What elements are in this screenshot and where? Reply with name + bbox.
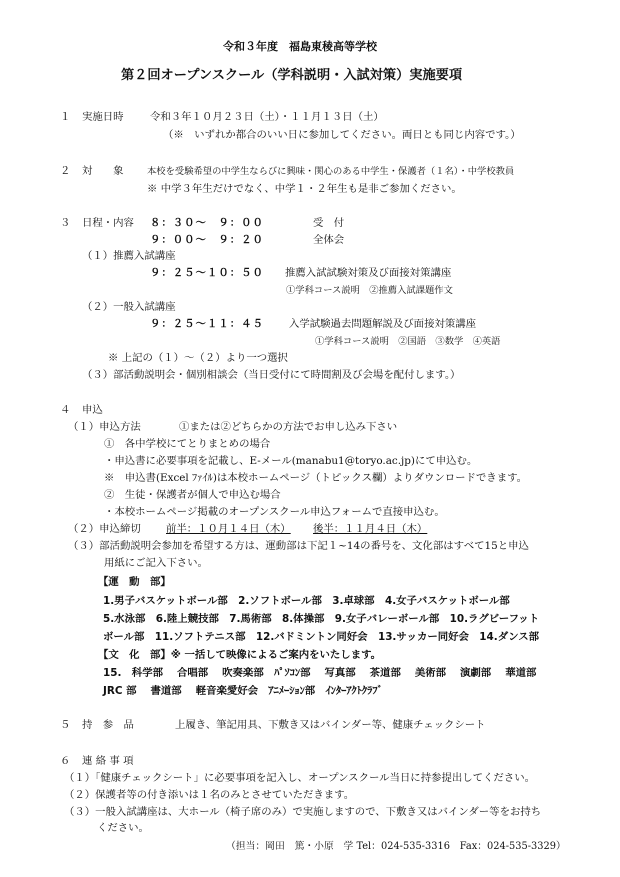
schedule-reception: 受 付 [313,217,345,229]
apply-option-2: ② 生徒・保護者が個人で申込む場合 [104,489,281,501]
apply-option-1-email: ・申込書に必要事項を記載し、E-メール(manabu1@toryo.ac.jp)にて申込む。 [104,455,478,467]
club-apply-instruction: （３）部活動説明会参加を希望する方は、運動部は下記１~14の番号を、文化部はすべて15と申込 [68,540,529,552]
deadline-heading: （２）申込締切 [68,523,141,535]
culture-clubs-line-1: 15. 科学部 合唱部 吹奏楽部 ﾊﾟｿｺﾝ部 写真部 茶道部 美術部 演劇部 華道部 [103,667,537,679]
section-6-number: ６ [60,755,71,767]
recommend-course-title: 推薦入試試験対策及び面接対策講座 [285,267,452,279]
deadline-first-half: 前半：１０月１４日（木） [166,523,291,535]
contact-info: （担当：岡田 篤・小原 学 Tel：024-535-3316 Fax：024-535-3329） [226,841,566,852]
section-5-number: ５ [60,719,71,731]
event-dates: 令和３年１０月２３日（土）・１１月１３日（土） [150,111,384,123]
section-2-number: ２ [60,165,71,177]
notice-2: （２）保護者等の付き添いは１名のみとさせていただきます。 [64,789,355,801]
general-course-title: 入学試験過去問題解説及び面接対策講座 [289,318,477,330]
course-choice-note: ※ 上記の（１）～（２）より一つ選択 [108,352,288,364]
notice-1: （１）「健康チェックシート」に必要事項を記入し、オープンスクール当日に持参提出してください。 [64,772,535,784]
sports-clubs-heading: 【運 動 部】 [98,576,171,588]
schedule-time-reception: ８：３０～ ９：００ [150,217,264,229]
apply-option-1: ① 各中学校にてとりまとめの場合 [104,438,271,450]
document-title: 第２回オープンスクール（学科説明・入試対策）実施要項 [121,68,463,83]
culture-clubs-heading: 【文 化 部】※ 一括して映像によるご案内をいたします。 [98,649,382,661]
club-apply-instruction-2: 用紙にご記入下さい。 [104,557,208,569]
section-5-label: 持 参 品 [82,719,134,731]
general-course-heading: （２）一般入試講座 [82,301,176,313]
notice-3: （３）一般入試講座は、大ホール（椅子席のみ）で実施しますので、下敷き又はバインダー等をお持ち [64,806,542,818]
recommend-course-heading: （１）推薦入試講座 [82,250,176,262]
apply-method-heading: （１）申込方法 [68,421,141,433]
dates-note: （※ いずれか都合のいい日に参加してください。両日とも同じ内容です。） [163,129,521,141]
general-course-detail: ①学科コース説明 ②国語 ③数学 ④英語 [315,336,501,347]
schedule-assembly: 全体会 [313,234,345,246]
club-briefing-line: （３）部活動説明会・個別相談会（当日受付にて時間割及び会場を配付します。） [82,369,461,381]
apply-method-text: ①または②どちらかの方法でお申し込み下さい [179,421,398,433]
recommend-course-detail: ①学科コース説明 ②推薦入試課題作文 [286,285,453,296]
section-3-number: ３ [60,217,71,229]
items-to-bring: 上履き、筆記用具、下敷き又はバインダー等、健康チェックシート [175,719,486,731]
recommend-course-time: ９：２５～１０：５０ [150,267,264,279]
target-note: ※ 中学３年生だけでなく、中学１・２年生も是非ご参加ください。 [147,183,462,195]
notice-3-continued: ください。 [97,822,149,834]
deadline-second-half: 後半：１１月４日（木） [313,523,428,535]
section-4-number: ４ [60,404,71,416]
apply-option-1-download: ※ 申込書(Excel ﾌｧｲﾙ)は本校ホームページ（トピックス欄）よりダウンロードできます。 [104,472,528,484]
section-6-label: 連 絡 事 項 [82,755,134,767]
target-audience: 本校を受験希望の中学生ならびに興味・関心のある中学生・保護者（１名）・中学校教員 [147,166,515,177]
section-3-label: 日程・内容 [82,217,134,229]
sports-clubs-line-3: ボール部 11.ソフトテニス部 12.バドミントン同好会 13.サッカー同好会 14.ダンス部 [103,631,540,643]
section-1-label: 実施日時 [82,111,124,123]
culture-clubs-line-2: JRC 部 書道部 軽音楽愛好会 ｱﾆﾒｰｼｮﾝ部 ｲﾝﾀｰｱｸﾄｸﾗﾌﾞ [103,685,383,697]
general-course-time: ９：２５～１１：４５ [150,318,264,330]
schedule-time-assembly: ９：００～ ９：２０ [150,234,264,246]
school-header: 令和３年度 福島東稜高等学校 [223,40,377,53]
sports-clubs-line-2: 5.水泳部 6.陸上競技部 7.馬術部 8.体操部 9.女子バレーボール部 10.ラグビーフット [103,613,540,625]
sports-clubs-line-1: 1.男子バスケットボール部 2.ソフトボール部 3.卓球部 4.女子バスケットボール部 [103,595,510,607]
section-1-number: １ [60,111,71,123]
apply-option-2-form: ・本校ホームページ掲載のオープンスクール申込フォームで直接申込む。 [104,506,445,518]
section-2-label: 対 象 [82,165,124,177]
section-4-label: 申込 [82,404,103,416]
